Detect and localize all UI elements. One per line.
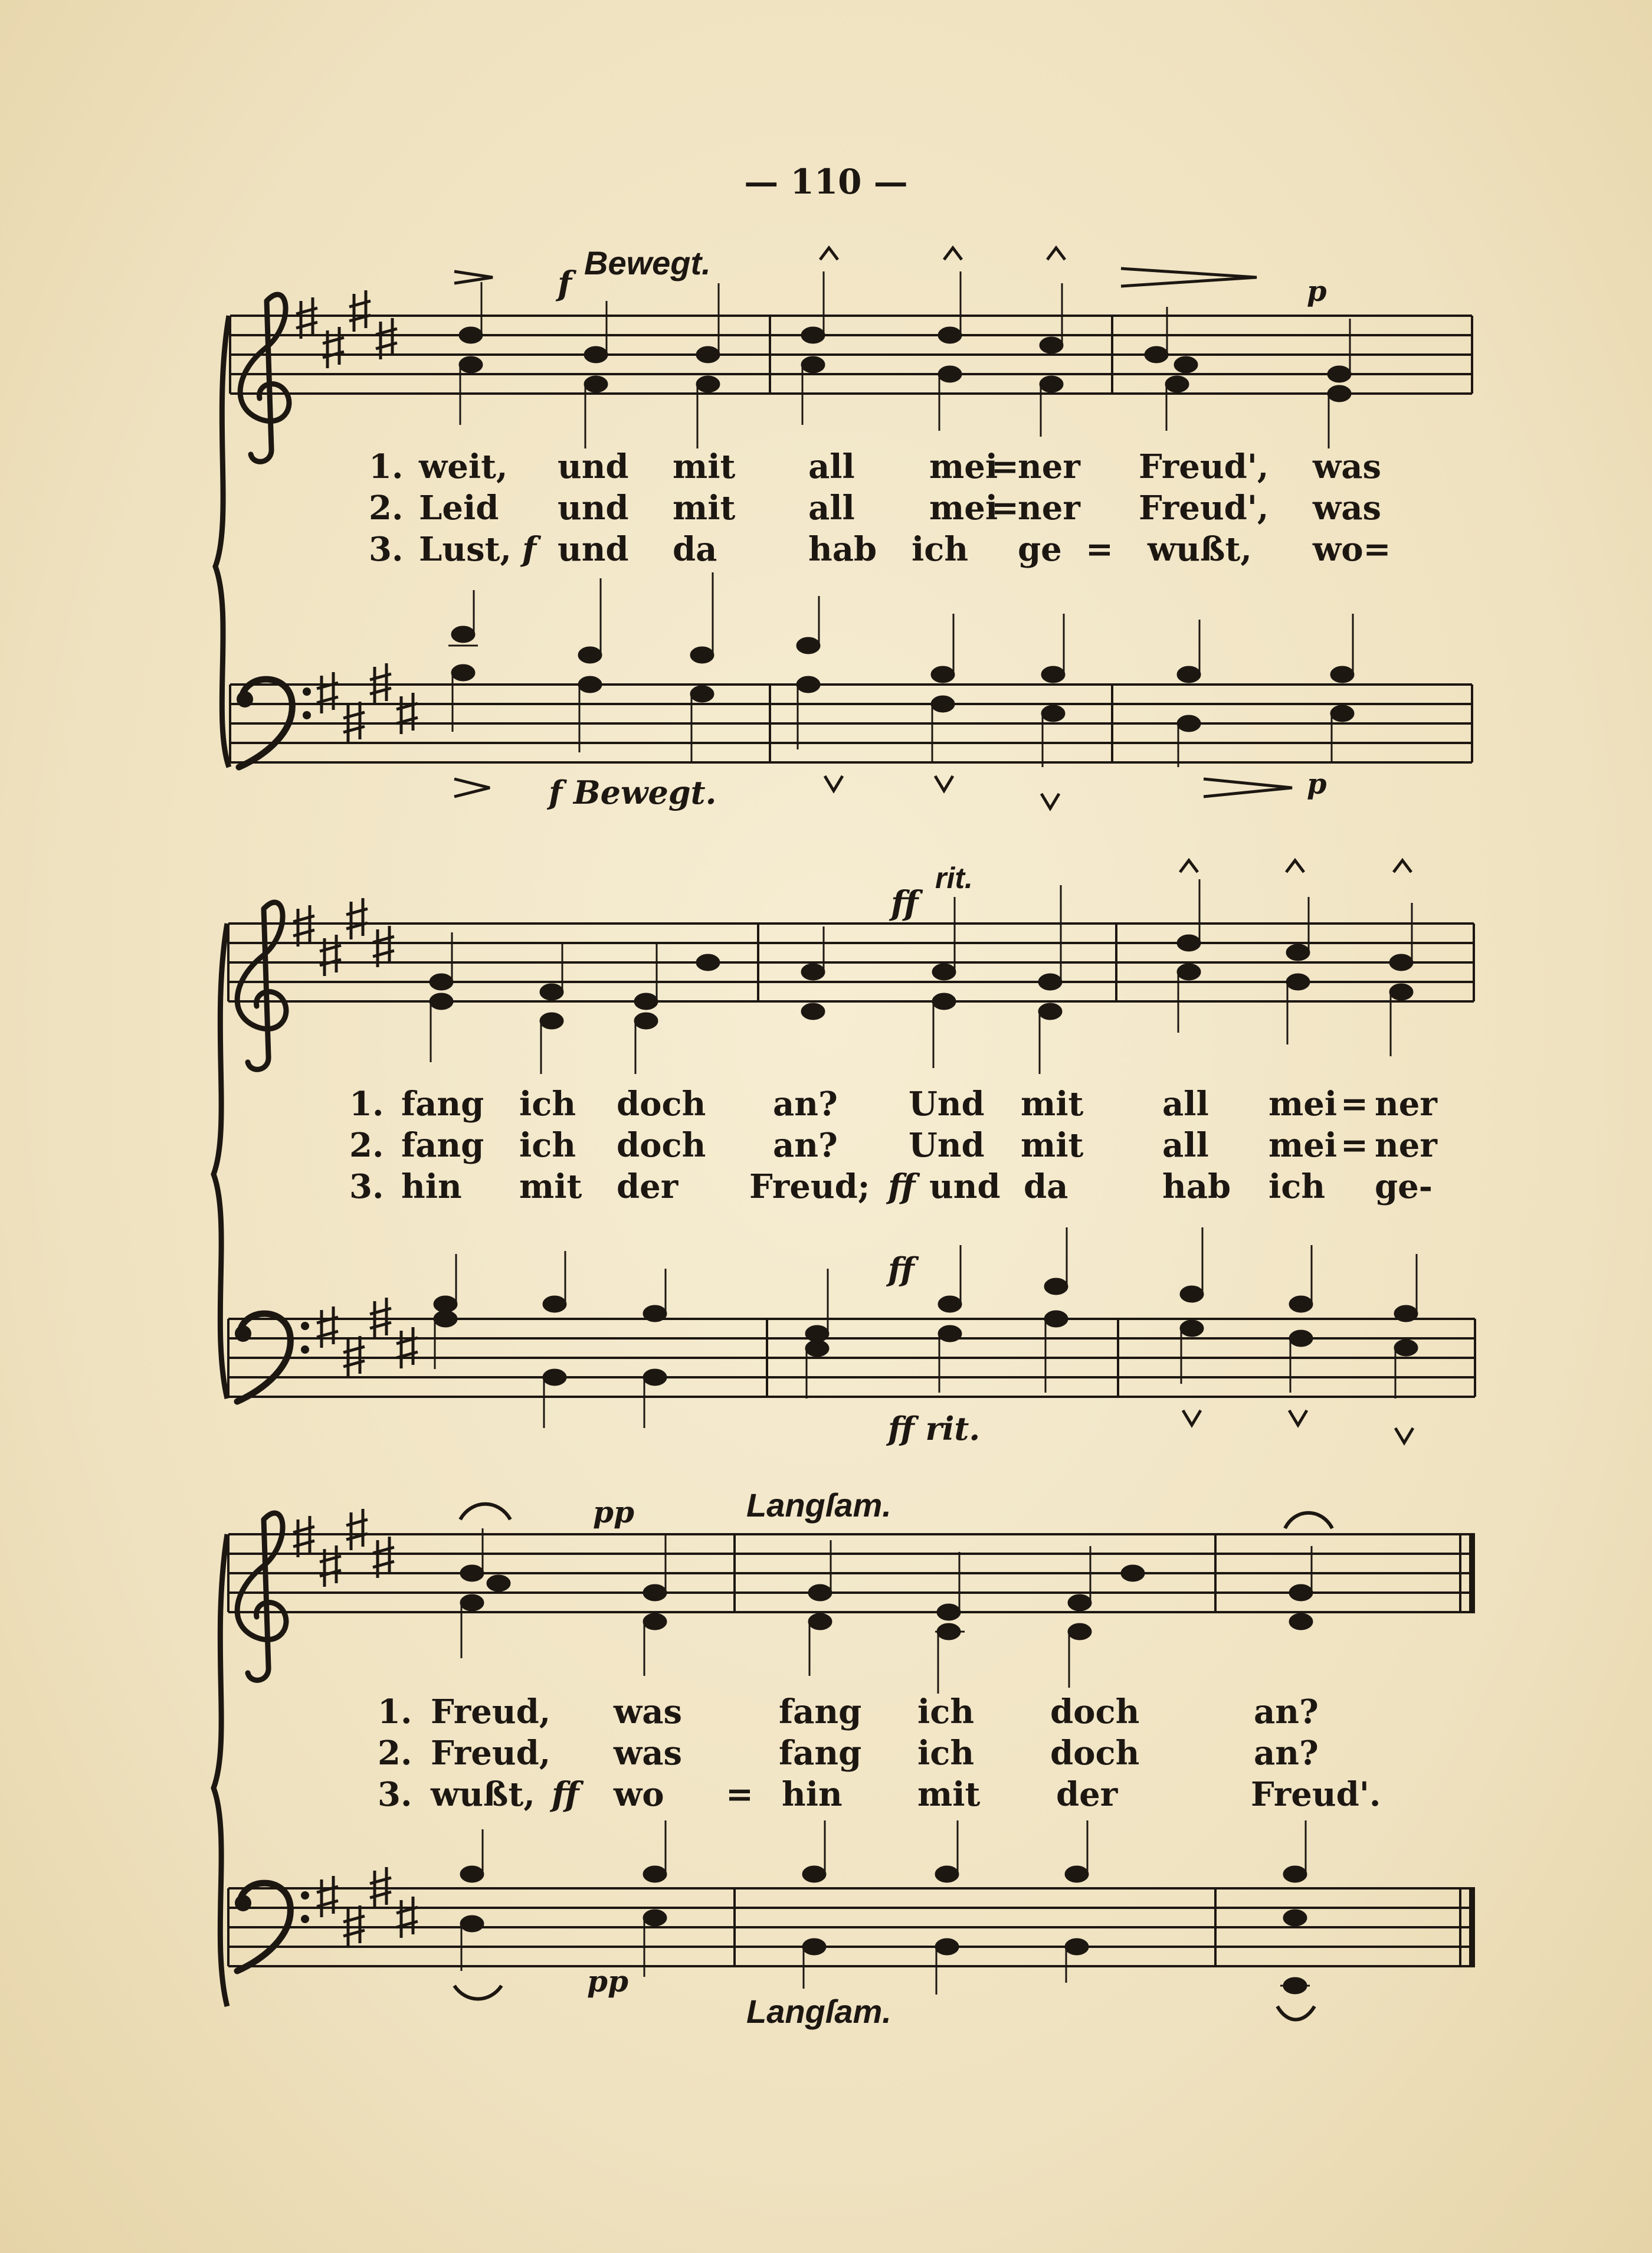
verse-2: [378, 1734, 1319, 1773]
treble-staff: [228, 1486, 1475, 1694]
svg-text:Lust,: Lust,: [419, 530, 512, 569]
svg-text:Freud,: Freud,: [431, 1692, 551, 1731]
tempo-rit: rit.: [935, 862, 973, 895]
svg-text:ich: ich: [917, 1734, 975, 1773]
svg-text:ich: ich: [917, 1692, 975, 1731]
bass-dynamic-ff: ff: [888, 1250, 914, 1288]
svg-text:ner: ner: [1018, 489, 1080, 528]
svg-text:mit: mit: [1021, 1085, 1084, 1124]
svg-text:Freud,: Freud,: [431, 1734, 551, 1773]
lyrics-verses: [349, 1085, 1438, 1206]
bass-dynamic-pp: pp: [587, 1964, 628, 1999]
system-brace: [214, 924, 227, 1399]
svg-text:2.: 2.: [378, 1734, 412, 1773]
svg-text:und: und: [558, 489, 629, 528]
svg-text:ff: ff: [888, 1167, 916, 1206]
svg-text:doch: doch: [1050, 1692, 1140, 1731]
svg-text:Freud;: Freud;: [749, 1167, 870, 1206]
svg-text:mit: mit: [1021, 1126, 1084, 1165]
svg-text:=: =: [1086, 530, 1113, 569]
svg-text:was: was: [614, 1734, 683, 1773]
svg-text:mit: mit: [519, 1167, 582, 1206]
system-brace: [214, 1534, 227, 2006]
fermata-icon: [454, 1986, 502, 1999]
svg-text:an?: an?: [773, 1085, 838, 1124]
system-3: [214, 1486, 1475, 2030]
verse-3: [378, 1775, 1381, 1814]
svg-text:da: da: [1024, 1167, 1068, 1206]
svg-text:mit: mit: [917, 1775, 981, 1814]
treble-clef-icon: [237, 1513, 286, 1680]
svg-text:wo: wo: [614, 1775, 664, 1814]
verse-1: [369, 447, 1381, 486]
bass-tempo-langsam: Langſam.: [746, 1993, 891, 2030]
svg-text:=: =: [1340, 1085, 1368, 1124]
bass-staff: [228, 1820, 1475, 2030]
svg-text:was: was: [1313, 447, 1382, 486]
lyrics-verses: [369, 447, 1391, 569]
svg-text:1.: 1.: [369, 447, 404, 486]
svg-text:hin: hin: [401, 1167, 462, 1206]
bass-tempo-marking: f Bewegt.: [549, 774, 717, 811]
svg-text:ner: ner: [1018, 447, 1080, 486]
svg-text:1.: 1.: [378, 1692, 412, 1731]
dynamic-p: p: [1307, 275, 1327, 308]
sharp-icon: [296, 297, 317, 339]
svg-text:an?: an?: [1254, 1734, 1319, 1773]
svg-text:Freud',: Freud',: [1139, 447, 1269, 486]
svg-text:ner: ner: [1375, 1085, 1437, 1124]
svg-text:weit,: weit,: [419, 447, 508, 486]
verse-1: [349, 1085, 1438, 1124]
verse-3: [369, 530, 1391, 569]
svg-text:ich: ich: [1268, 1167, 1326, 1206]
bass-staff: [230, 572, 1472, 811]
svg-text:2.: 2.: [349, 1126, 384, 1165]
bass-staff: [228, 1227, 1475, 1448]
sharp-icon: [317, 672, 338, 713]
svg-text:Und: Und: [909, 1126, 985, 1165]
svg-text:was: was: [614, 1692, 683, 1731]
tempo-marking: Bewegt.: [584, 244, 711, 281]
verse-2: [349, 1126, 1438, 1165]
page-number: — 110 —: [744, 162, 908, 202]
svg-text:wo=: wo=: [1313, 530, 1391, 569]
treble-staff: [230, 244, 1472, 461]
svg-text:doch: doch: [1050, 1734, 1140, 1773]
verse-2: [369, 489, 1381, 528]
svg-text:da: da: [673, 530, 717, 569]
svg-text:=: =: [1340, 1126, 1368, 1165]
treble-clef-icon: [237, 902, 286, 1069]
bass-tempo-rit: ff rit.: [888, 1410, 981, 1448]
svg-text:fang: fang: [401, 1085, 484, 1124]
svg-text:fang: fang: [779, 1692, 862, 1731]
svg-text:der: der: [617, 1167, 678, 1206]
svg-text:3.: 3.: [378, 1775, 412, 1814]
svg-text:3.: 3.: [349, 1167, 384, 1206]
svg-text:mei: mei: [1268, 1085, 1338, 1124]
svg-text:=: =: [726, 1775, 753, 1814]
svg-text:all: all: [1162, 1126, 1209, 1165]
svg-text:mei: mei: [929, 489, 998, 528]
svg-text:fang: fang: [779, 1734, 862, 1773]
svg-text:hab: hab: [1162, 1167, 1231, 1206]
svg-text:was: was: [1313, 489, 1382, 528]
svg-text:ich: ich: [912, 530, 969, 569]
system-brace: [215, 316, 229, 767]
svg-text:ge: ge: [1018, 530, 1062, 569]
svg-text:all: all: [808, 447, 855, 486]
verse-1: [378, 1692, 1319, 1731]
svg-text:Freud'.: Freud'.: [1251, 1775, 1381, 1814]
svg-text:und: und: [558, 530, 629, 569]
treble-clef-icon: [240, 294, 289, 461]
svg-text:und: und: [558, 447, 629, 486]
svg-text:wußt,: wußt,: [1148, 530, 1252, 569]
svg-text:all: all: [808, 489, 855, 528]
svg-text:mit: mit: [673, 489, 736, 528]
tempo-langsam: Langſam.: [746, 1486, 891, 1524]
svg-text:ich: ich: [519, 1085, 576, 1124]
svg-text:3.: 3.: [369, 530, 404, 569]
svg-text:hab: hab: [808, 530, 877, 569]
fermata-icon: [460, 1504, 510, 1520]
bass-dynamic-p: p: [1307, 768, 1327, 801]
svg-text:Leid: Leid: [419, 489, 499, 528]
svg-text:=: =: [991, 447, 1019, 486]
system-2: [214, 860, 1475, 1448]
dynamic-pp: pp: [593, 1495, 634, 1530]
treble-staff: [228, 860, 1474, 1074]
svg-text:hin: hin: [782, 1775, 843, 1814]
svg-text:ge-: ge-: [1375, 1167, 1433, 1206]
svg-text:ff: ff: [552, 1775, 579, 1814]
svg-text:doch: doch: [617, 1126, 706, 1165]
svg-text:und: und: [929, 1167, 1001, 1206]
fermata-icon: [1277, 2006, 1315, 2020]
svg-text:fang: fang: [401, 1126, 484, 1165]
svg-text:an?: an?: [773, 1126, 838, 1165]
verse-3: [349, 1167, 1433, 1206]
svg-text:ner: ner: [1375, 1126, 1437, 1165]
svg-text:all: all: [1162, 1085, 1209, 1124]
svg-text:Und: Und: [909, 1085, 985, 1124]
svg-text:ich: ich: [519, 1126, 576, 1165]
svg-text:1.: 1.: [349, 1085, 384, 1124]
svg-text:der: der: [1056, 1775, 1118, 1814]
dynamic-f: f: [558, 264, 572, 303]
svg-text:mei: mei: [1268, 1126, 1338, 1165]
svg-text:f: f: [522, 530, 537, 569]
fermata-icon: [1285, 1513, 1332, 1528]
svg-text:doch: doch: [617, 1085, 706, 1124]
svg-text:Freud',: Freud',: [1139, 489, 1269, 528]
dynamic-ff: ff: [891, 884, 919, 923]
svg-text:an?: an?: [1254, 1692, 1319, 1731]
svg-text:wußt,: wußt,: [431, 1775, 535, 1814]
svg-text:mei: mei: [929, 447, 998, 486]
system-1: [215, 244, 1472, 811]
svg-text:2.: 2.: [369, 489, 404, 528]
svg-text:=: =: [991, 489, 1019, 528]
lyrics-verses: [378, 1692, 1381, 1814]
svg-text:mit: mit: [673, 447, 736, 486]
